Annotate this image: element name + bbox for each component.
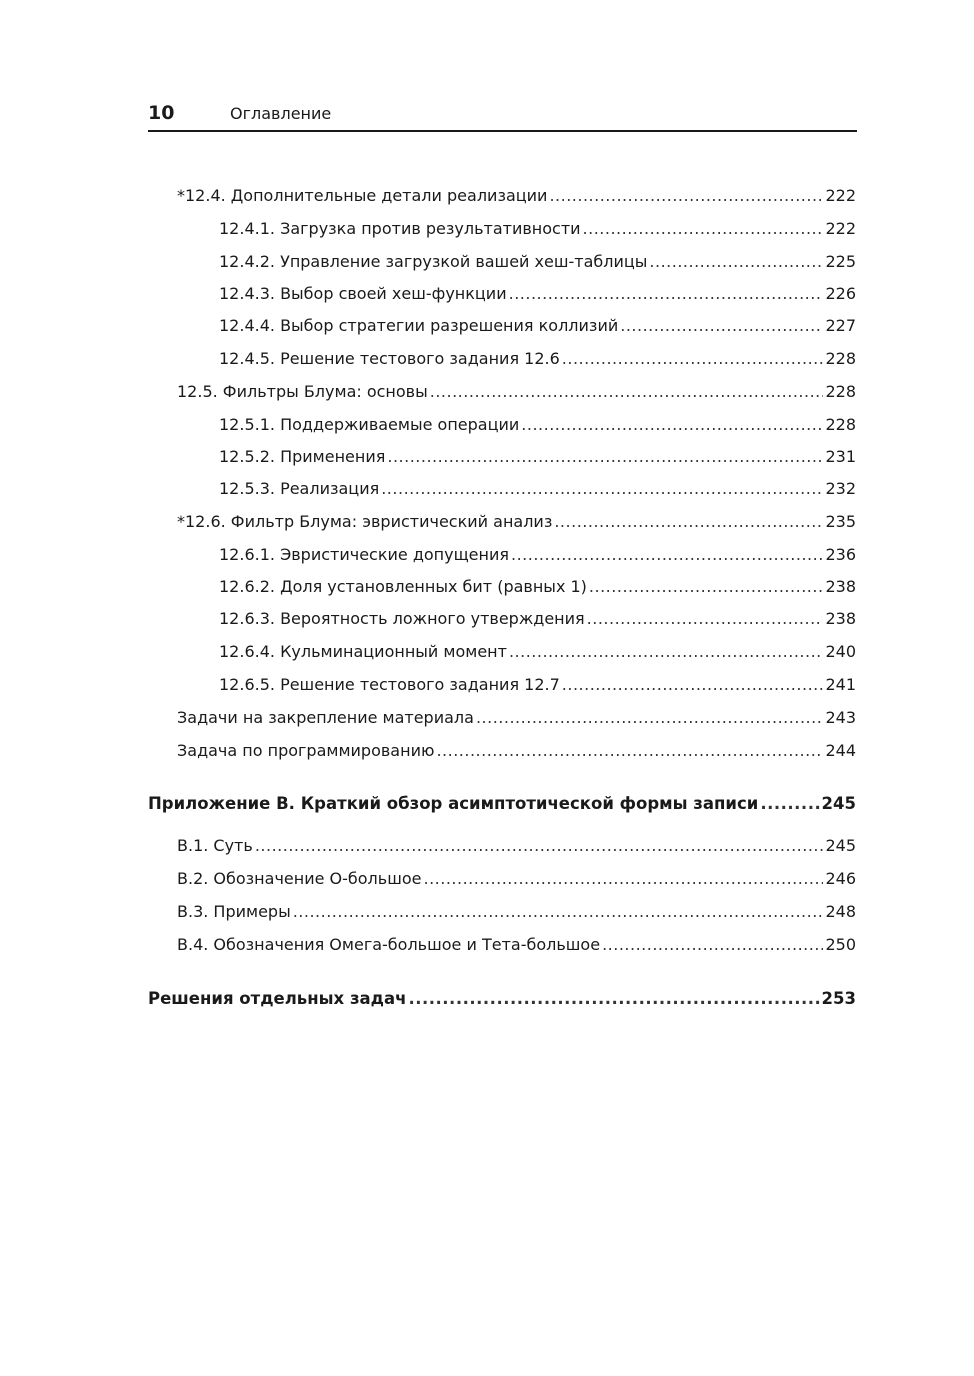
toc-entry: [177, 935, 856, 955]
toc-entry-title: Приложение В. Краткий обзор асимптотической формы записи: [148, 794, 759, 813]
toc-entry: [177, 869, 856, 889]
toc-entry-page: 246: [825, 869, 856, 888]
dot-leader: [408, 989, 819, 1009]
dot-leader: [387, 447, 823, 467]
toc-entry-page: 231: [825, 447, 856, 466]
toc-entry: [219, 349, 856, 369]
toc-entry: [219, 284, 856, 304]
toc-entry-title: В.1. Суть: [177, 836, 253, 855]
toc-entry-title: 12.5.2. Применения: [219, 447, 386, 466]
dot-leader: [760, 794, 819, 814]
toc-entry-page: 243: [825, 708, 856, 727]
toc-entry-title: Задача по программированию: [177, 741, 435, 760]
toc-entry: [177, 902, 856, 922]
toc-entry-title: 12.4.5. Решение тестового задания 12.6: [219, 349, 560, 368]
toc-entry: [219, 447, 856, 467]
toc-entry-page: 238: [825, 577, 856, 596]
dot-leader: [562, 349, 824, 369]
toc-entry-page: 238: [825, 609, 856, 628]
toc-entry: [219, 675, 856, 695]
running-header: [148, 98, 857, 132]
toc-entry: [177, 382, 856, 402]
toc-entry-title: 12.4.4. Выбор стратегии разрешения коллизий: [219, 316, 619, 335]
running-title: Оглавление: [230, 104, 332, 123]
dot-leader: [423, 869, 823, 889]
toc-entry-page: 253: [821, 989, 856, 1008]
toc-entry-page: 235: [825, 512, 856, 531]
dot-leader: [509, 642, 824, 662]
dot-leader: [255, 836, 824, 856]
dot-leader: [509, 284, 824, 304]
toc-entry: [219, 577, 856, 597]
toc-entry-title: 12.4.2. Управление загрузкой вашей хеш-таблицы: [219, 252, 648, 271]
toc-entry-title: 12.6.3. Вероятность ложного утверждения: [219, 609, 585, 628]
toc-entry-page: 240: [825, 642, 856, 661]
toc-entry: [219, 316, 856, 336]
toc-entry-title: В.2. Обозначение О-большое: [177, 869, 422, 888]
toc-entry-title: 12.6.1. Эвристические допущения: [219, 545, 509, 564]
dot-leader: [511, 545, 823, 565]
toc-entry-title: 12.5. Фильтры Блума: основы: [177, 382, 428, 401]
toc-entry-page: 244: [825, 741, 856, 760]
toc-chapter-entry: [148, 794, 856, 814]
dot-leader: [549, 186, 823, 206]
dot-leader: [589, 577, 824, 597]
toc-entry-title: 12.6.4. Кульминационный момент: [219, 642, 507, 661]
toc-entry: [177, 512, 856, 532]
dot-leader: [620, 316, 823, 336]
dot-leader: [436, 741, 823, 761]
dot-leader: [602, 935, 823, 955]
toc-entry-page: 222: [825, 186, 856, 205]
dot-leader: [554, 512, 823, 532]
toc-entry-page: 236: [825, 545, 856, 564]
toc-entry: [219, 415, 856, 435]
toc-entry-title: 12.6.2. Доля установленных бит (равных 1): [219, 577, 587, 596]
toc-entry-title: 12.4.1. Загрузка против результативности: [219, 219, 581, 238]
toc-entry: [219, 642, 856, 662]
toc-entry-title: Задачи на закрепление материала: [177, 708, 474, 727]
toc-entry-title: 12.4.3. Выбор своей хеш-функции: [219, 284, 507, 303]
dot-leader: [381, 479, 823, 499]
toc-entry: [219, 609, 856, 629]
toc-entry-page: 250: [825, 935, 856, 954]
toc-entry: [177, 836, 856, 856]
toc-entry-page: 228: [825, 415, 856, 434]
toc-entry-page: 226: [825, 284, 856, 303]
dot-leader: [293, 902, 824, 922]
toc-entry: [177, 186, 856, 206]
dot-leader: [649, 252, 823, 272]
toc-entry-page: 245: [821, 794, 856, 813]
toc-entry-title: В.3. Примеры: [177, 902, 291, 921]
toc-entry-page: 225: [825, 252, 856, 271]
toc-entry: [219, 545, 856, 565]
dot-leader: [587, 609, 824, 629]
dot-leader: [476, 708, 824, 728]
toc-entry: [219, 252, 856, 272]
toc-chapter-entry: [148, 989, 856, 1009]
toc-entry-page: 248: [825, 902, 856, 921]
toc-entry-title: *12.6. Фильтр Блума: эвристический анализ: [177, 512, 553, 531]
toc-entry-title: *12.4. Дополнительные детали реализации: [177, 186, 548, 205]
toc-entry-title: 12.6.5. Решение тестового задания 12.7: [219, 675, 560, 694]
toc-entry-page: 222: [825, 219, 856, 238]
toc-entry-title: 12.5.1. Поддерживаемые операции: [219, 415, 520, 434]
dot-leader: [583, 219, 824, 239]
toc-entry: [177, 708, 856, 728]
toc-entry-page: 227: [825, 316, 856, 335]
toc-entry-page: 228: [825, 382, 856, 401]
toc-entry-title: Решения отдельных задач: [148, 989, 407, 1008]
toc-entry-title: 12.5.3. Реализация: [219, 479, 380, 498]
toc-entry-title: В.4. Обозначения Омега-большое и Тета-большое: [177, 935, 601, 954]
toc-entry-page: 241: [825, 675, 856, 694]
page-number: 10: [148, 102, 175, 124]
dot-leader: [430, 382, 824, 402]
toc-entry: [219, 219, 856, 239]
toc-entry: [177, 741, 856, 761]
toc-entry: [219, 479, 856, 499]
toc-entry-page: 228: [825, 349, 856, 368]
toc-entry-page: 245: [825, 836, 856, 855]
dot-leader: [562, 675, 824, 695]
dot-leader: [521, 415, 823, 435]
toc-entry-page: 232: [825, 479, 856, 498]
